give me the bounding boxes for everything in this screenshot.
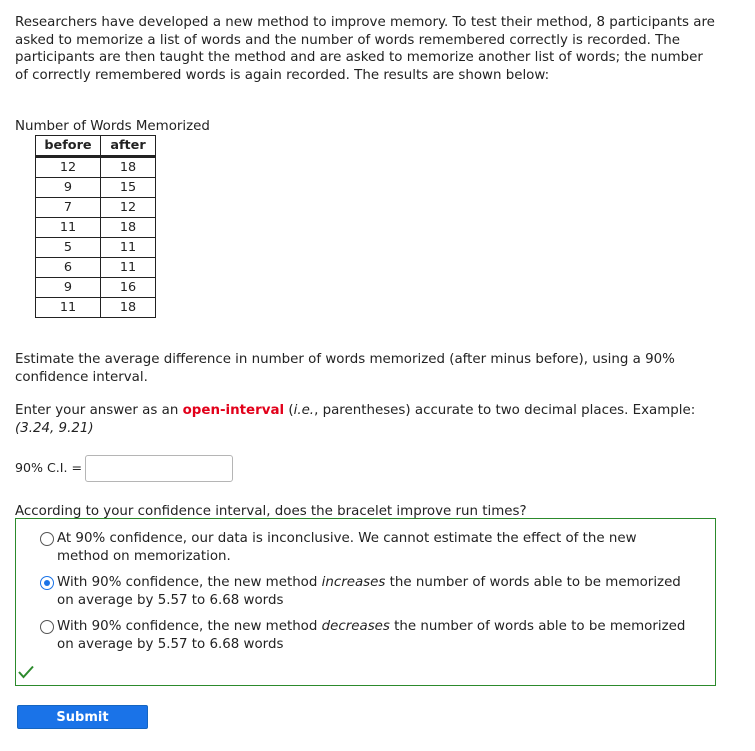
answer-instructions [15, 402, 725, 437]
instructions-example: (3.24, 9.21) [15, 420, 94, 436]
ci-label: 90% C.I. = [15, 460, 83, 475]
table-cell-after: 18 [101, 298, 156, 318]
table-cell-before: 9 [36, 178, 101, 198]
mc-option-label [40, 574, 690, 609]
table-header-after: after [101, 136, 156, 157]
table-cell-before: 5 [36, 238, 101, 258]
mc-answer-box [15, 518, 716, 686]
option-text-rest: the number of words able to be memorized on average by 5.57 to 6.68 words [57, 575, 681, 608]
table-cell-before: 11 [36, 298, 101, 318]
option-text-rest: the number of words able to be memorized on average by 5.57 to 6.68 words [57, 619, 686, 652]
mc-option-label [40, 530, 690, 565]
table-cell-before: 6 [36, 258, 101, 278]
table-row [36, 157, 156, 178]
mc-option-decreases[interactable] [40, 618, 690, 653]
instructions-middle: ( [284, 403, 294, 418]
option-text: At 90% confidence, our data is inconclusive. We cannot estimate the effect of the new method on memorization. [57, 531, 637, 564]
table-cell-before: 12 [36, 157, 101, 178]
option-emphasis: increases [321, 575, 386, 590]
table-header-row [36, 136, 156, 157]
table-cell-before: 7 [36, 198, 101, 218]
mc-option-label [40, 618, 690, 653]
radio-button[interactable] [40, 532, 54, 546]
option-emphasis: decreases [321, 619, 390, 634]
table-row [36, 218, 156, 238]
table-cell-after: 11 [101, 238, 156, 258]
radio-button-selected[interactable] [40, 576, 54, 590]
table-cell-after: 18 [101, 218, 156, 238]
table-row [36, 278, 156, 298]
table-row [36, 178, 156, 198]
mc-prompt: According to your confidence interval, does the bracelet improve run times? [15, 504, 527, 519]
table-cell-after: 12 [101, 198, 156, 218]
table-row [36, 258, 156, 278]
mc-option-increases[interactable] [40, 574, 690, 609]
mc-option-inconclusive[interactable] [40, 530, 690, 565]
ci-answer-input[interactable] [85, 455, 233, 482]
check-icon [18, 665, 34, 679]
option-text: With 90% confidence, the new method [57, 575, 322, 590]
open-interval-highlight: open-interval [182, 403, 285, 418]
table-caption: Number of Words Memorized [15, 119, 210, 134]
instructions-ie: i.e. [293, 403, 315, 418]
table-row [36, 298, 156, 318]
table-header-before: before [36, 136, 101, 157]
table-cell-after: 15 [101, 178, 156, 198]
data-table [35, 135, 156, 318]
table-cell-before: 9 [36, 278, 101, 298]
instructions-prefix: Enter your answer as an [15, 403, 183, 418]
question-text: Estimate the average difference in number of words memorized (after minus before), using a 90% confidence interval. [15, 352, 675, 385]
instructions-after-ie: , parentheses) accurate to two decimal places. Example: [314, 403, 696, 418]
submit-question-button[interactable]: Submit Question [17, 705, 148, 729]
table-cell-before: 11 [36, 218, 101, 238]
table-cell-after: 16 [101, 278, 156, 298]
table-row [36, 198, 156, 218]
table-cell-after: 18 [101, 157, 156, 178]
table-row [36, 238, 156, 258]
option-text: With 90% confidence, the new method [57, 619, 322, 634]
table-cell-after: 11 [101, 258, 156, 278]
radio-button[interactable] [40, 620, 54, 634]
problem-intro: Researchers have developed a new method to improve memory. To test their method, 8 participants are asked to memorize a list of words and the number of words remembered correctly is recorded. The participants are then taught the method and are asked to memorize another list of words; the number of correctly remembered words is again recorded. The results are shown below: [15, 15, 715, 83]
